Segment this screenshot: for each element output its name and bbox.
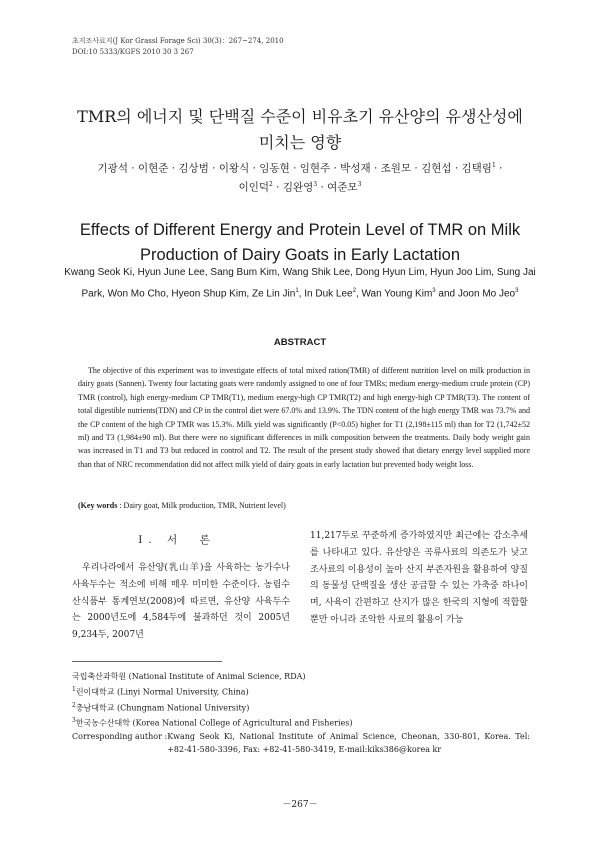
english-author-names: , In Duk Lee [298,288,353,300]
affiliation-text: 충남대학교 (Chungnam National University) [75,703,250,713]
affiliation-mark: 1 [491,162,496,169]
doi-line: DOI:10 5333/KGFS 2010 30 3 267 [72,48,194,56]
affiliation-mark: 3 [432,288,436,294]
affiliation-3 [72,714,530,730]
page-number: －267－ [282,800,318,810]
body-column-left: 우리나라에서 유산양(乳山羊)을 사육하는 농가수나 사육두수는 적소에 비해 매우 미미한 수준이다. 농림수산식품부 통계연보(2008)에 따르면, 유산양 사육두수는 2000년도에 4,584두에 불과하던 것이 2005년 9,234두, 2007년 [72,563,290,641]
affiliation-mark: 3 [515,288,519,294]
affiliation-mark: 2 [352,288,356,294]
korean-authors-line-1: 기광석 · 이현준 · 김상범 · 이왕식 · 임동현 · 임현주 · 박성재 · 조원모 · 김현섭 · 김택림$^1$ · [97,162,503,175]
affiliation-mark: 1 [295,288,299,294]
english-title [40,218,560,268]
affiliation-mark: 3 [313,180,318,188]
affiliation-1 [72,683,530,699]
english-author-names: Kwang Seok Ki, Hyun June Lee, Sang Bum Kim, Wang Shik Lee, Dong Hyun Lim, Hyun Joo Lim, Sung Jai Park, Won Mo Cho, Hyeon Shup Kim, Ze Lin Jin [64,267,536,300]
affiliations-footnote [72,661,530,756]
keywords-label: (Key words [78,501,118,510]
footnote-divider [72,661,222,662]
affiliation-0: 국립축산과학원 (National Institute of Animal Science, RDA) [72,672,306,681]
journal-header [72,36,284,58]
body-column-right: 11,217두로 꾸준하게 증가하였지만 최근에는 감소추세를 나타내고 있다. 유산양은 곡류사료의 의존도가 낮고 조사료의 이용성이 높아 산지 부존자원을 활용하여 양질의 동물성 단백질을 생산 공급할 수 있는 가축중 하나이며, 사육이 간편하고 산지가 많은 한국의 지형에 적합할 뿐만 아니라 조악한 사료의 활용이 가능 [310,531,528,625]
abstract-heading: ABSTRACT [273,337,327,348]
korean-author-name: · 여준모 [317,181,358,193]
corresponding-author [72,730,530,756]
korean-authors-names: 기광석 · 이현준 · 김상범 · 이왕식 · 임동현 · 임현주 · 박성재 · 조원모 · 김현섭 · 김택림 [97,162,492,175]
affiliation-mark: 3 [357,180,362,188]
keywords-text: : Dairy goat, Milk production, TMR, Nutrient level) [117,501,286,510]
korean-title [40,104,560,156]
korean-title-line-2: 미치는 영향 [258,133,342,152]
affiliation-mark: 2 [269,180,273,188]
corresponding-author-label: Corresponding author : [72,731,168,741]
english-title-line-2: Production of Dairy Goats in Early Lactation [139,246,461,264]
korean-author-name: 이인덕 [238,181,270,193]
abstract-body: The objective of this experiment was to investigate effects of total mixed ration(TMR) of different nutrition level on milk production in dairy goats (Sannen). Twenty four lactating goats were randomly assigned to one of four TMRs; medium energy-medium crude protein (CP) TMR (control), high energy-medium CP TMR(T1), medium energy-high CP TMR(T2) and high energy-high CP TMR(T3). The content of total digestible nutrients(TDN) and CP in the control diet were 67.0% and 13.9%. The TDN content of the high energy TMR was 73.7% and the CP content of the high CP TMR was 15.3%. Milk yield was significantly (P<0.05) higher for T1 (2,198±115 ml) than for T2 (1,742±52 ml) and T3 (1,984±90 ml). But there were no significant differences in milk composition between the treatments. Daily body weight gain was increased in T1 and T3 but reduced in control and T2. The result of the present study showed that dietary energy level supplied more than that of NRC recommendation did not affect milk yield of dairy goats in early lactation but prevented body weight loss. [78,366,530,469]
section-heading: Ⅰ. 서 론 [138,534,216,546]
korean-authors [40,158,560,195]
affiliation-mark: 2 [72,701,76,709]
corresponding-author-details: Kwang Seok Ki, National Institute of Animal Science, Cheonan, 330-801, Korea. Tel: +82-41-580-3396, Fax: +82-41-580-3419, E-mail:kiks386@korea kr [167,731,530,754]
korean-author-name: · 김완영 [272,181,314,193]
korean-authors-line-2 [40,177,560,196]
affiliation-mark: 3 [72,717,76,725]
affiliation-text: 린이대학교 (Linyi Normal University, China) [75,687,249,697]
affiliation-mark: 1 [72,686,76,693]
keywords [78,500,530,512]
journal-citation: 초지조사료지(J Kor Grassl Forage Sci) 30(3)：267~274, 2010 [72,37,284,45]
english-title-line-1: Effects of Different Energy and Protein Level of TMR on Milk [79,221,521,239]
english-authors [60,263,540,303]
affiliation-2 [72,699,530,715]
english-author-names: , Wan Young Kim [355,288,433,300]
affiliation-text: 한국농수산대학 (Korea National College of Agricultural and Fisheries) [75,718,353,728]
korean-title-line-1: TMR의 에너지 및 단백질 수준이 비유초기 유산양의 유생산성에 [77,107,523,126]
english-author-names: and Joon Mo Jeo [435,288,516,300]
